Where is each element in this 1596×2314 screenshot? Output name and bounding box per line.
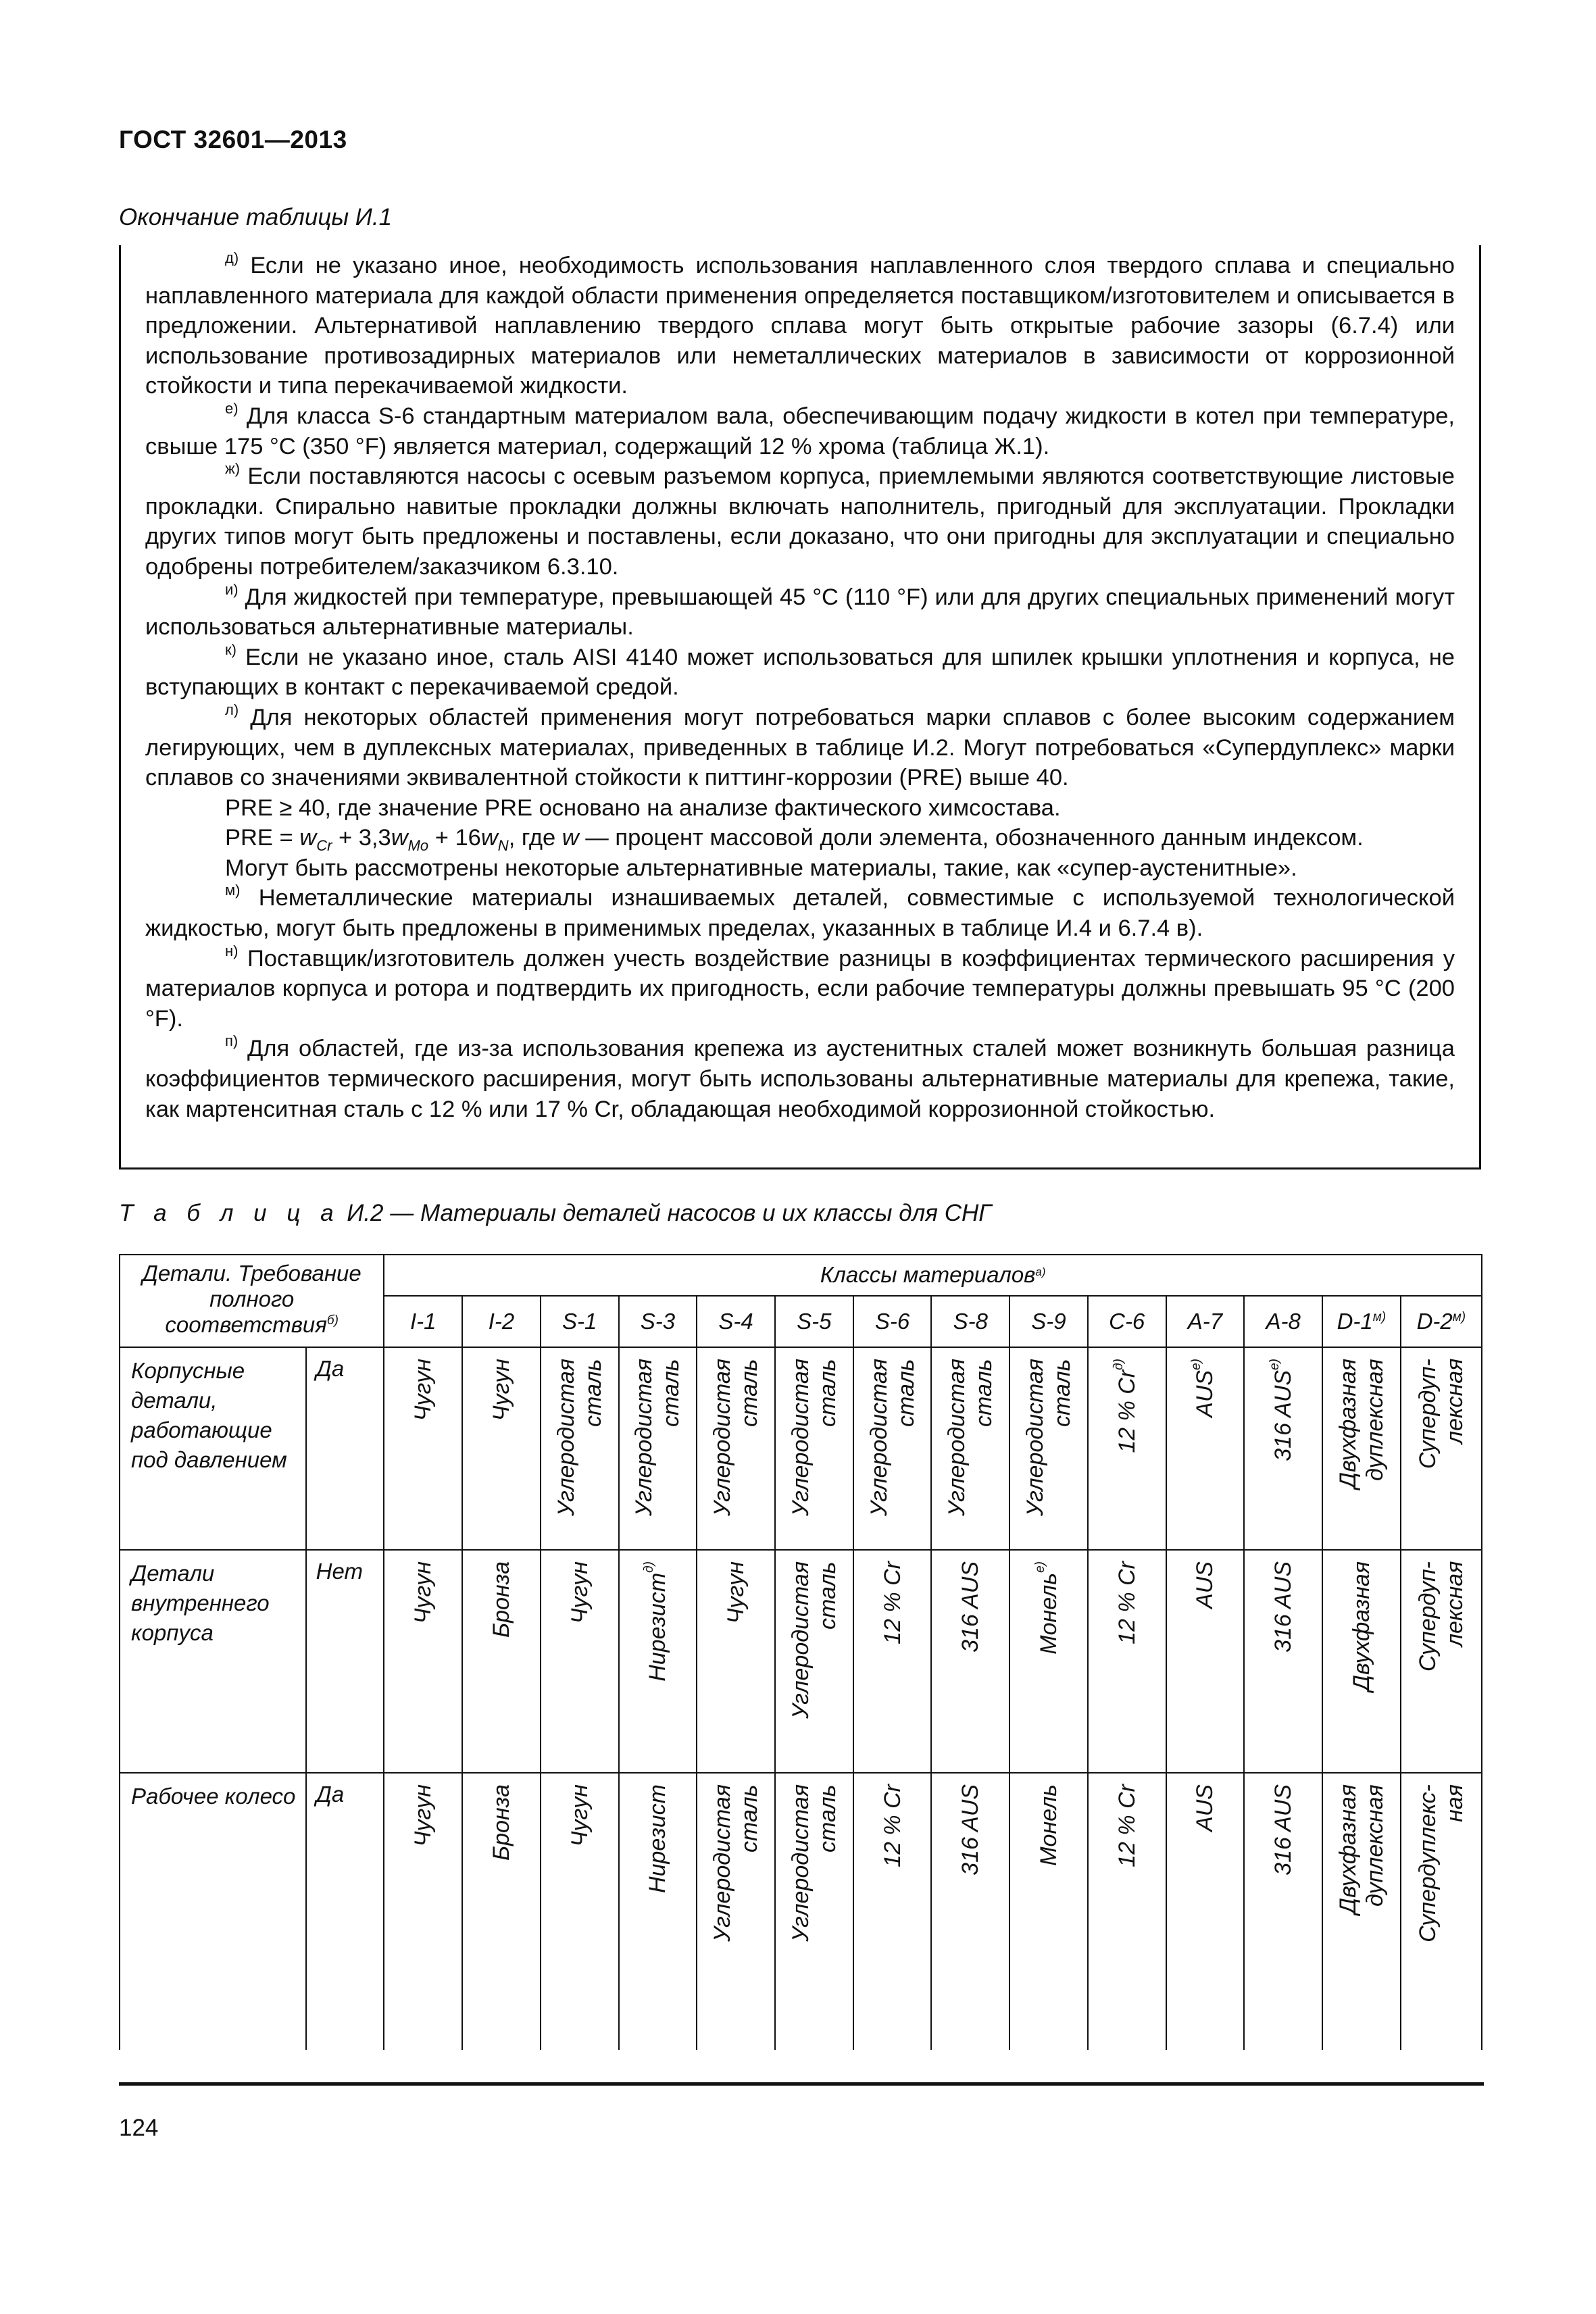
material-cell-wrap <box>1167 1774 1244 1832</box>
material-cell-wrap <box>697 1774 774 1942</box>
material-cell-wrap <box>776 1774 853 1942</box>
material-cell-wrap <box>854 1348 931 1516</box>
class-header-cell <box>697 1296 775 1347</box>
material-cell <box>384 1347 462 1551</box>
formula-var: w <box>299 825 317 851</box>
material-cell <box>1166 1773 1245 2050</box>
material-cell <box>384 1773 462 2050</box>
class-header-cell <box>384 1296 462 1347</box>
class-header-cell <box>462 1296 541 1347</box>
part-name-cell: Рабочее колесо <box>120 1773 306 2050</box>
material-name: Чугун <box>488 1358 514 1421</box>
material-cell <box>931 1550 1009 1773</box>
material-name: 12 % Cr <box>1114 1561 1140 1644</box>
material-name: Чугун <box>410 1784 437 1847</box>
formula-var: w <box>391 825 408 851</box>
material-cell-wrap <box>384 1348 462 1421</box>
material-cell-wrap <box>1245 1348 1322 1461</box>
material-name: Углеродистая сталь <box>709 1358 763 1516</box>
footnote-mark: е) <box>225 399 239 417</box>
material-name: 316 AUS <box>1270 1369 1297 1461</box>
material-name: Углеродистая сталь <box>866 1358 919 1516</box>
material-cell <box>619 1550 697 1773</box>
material-text <box>787 1784 841 1942</box>
material-name: Углеродистая сталь <box>787 1358 841 1516</box>
material-text <box>1191 1359 1218 1417</box>
material-name: 316 AUS <box>1270 1784 1297 1876</box>
class-label: S-4 <box>718 1308 753 1334</box>
footnote-text: Для областей, где из-за использования крепежа из аустенитных сталей может возникнуть большая разница коэффициентов термического расширения, могут быть использованы альтернативные материалы для крепежа, такие, как мартенситная сталь с 12 % или 17 % Cr, обладающая необходимой коррозионной стойкостью. <box>145 1036 1455 1122</box>
footnote-continuation <box>145 793 1455 824</box>
material-cell <box>697 1347 775 1551</box>
footnote-text: Если не указано иное, необходимость использования наплавленного слоя твердого сплава и специально наплавленного материала для каждой области применения определяется поставщиком/изготовителем и описывается в предложении. Альтернативой наплавлению твердого сплава могут быть открытые рабочие зазоры (6.7.4) или использование противозадирных материалов или неметаллических материалов в зависимости от коррозионной стойкости и типа перекачиваемой жидкости. <box>145 253 1455 399</box>
footnote-text: Могут быть рассмотрены некоторые альтернативные материалы, такие, как «супер-аустенитные». <box>225 855 1297 881</box>
table-row <box>120 1773 1482 2050</box>
pre-formula <box>145 823 1455 853</box>
material-cell-wrap <box>776 1348 853 1516</box>
material-cell-wrap <box>932 1551 1009 1653</box>
class-header-cell <box>1009 1296 1088 1347</box>
material-text <box>1114 1561 1141 1644</box>
material-cell-wrap <box>1010 1774 1087 1866</box>
class-header-cell <box>1401 1296 1482 1347</box>
class-label: S-5 <box>797 1308 832 1334</box>
formula-var: w <box>480 825 498 851</box>
footnote-text: Для класса S-6 стандартным материалом вала, обеспечивающим подачу жидкости в котел при температуре, свыше 175 °С (350 °F) является материал, содержащий 12 % хрома (таблица Ж.1). <box>145 403 1455 459</box>
material-cell <box>462 1773 541 2050</box>
material-cell <box>697 1550 775 1773</box>
header-parts-requirement <box>120 1255 384 1347</box>
material-name: 12 % Cr <box>1114 1784 1140 1867</box>
material-cell-wrap <box>541 1551 618 1624</box>
footnote <box>145 251 1455 401</box>
material-text <box>488 1359 515 1421</box>
material-name: Углеродистая сталь <box>1022 1358 1075 1516</box>
material-cell-wrap <box>1167 1551 1244 1609</box>
formula-part: — процент массовой доли элемента, обозначенного данным индексом. <box>578 825 1364 851</box>
formula-var: w <box>562 825 579 851</box>
material-text <box>957 1784 984 1876</box>
material-name: Нирезист <box>645 1784 671 1894</box>
material-cell <box>541 1773 619 2050</box>
class-header-cell <box>931 1296 1009 1347</box>
material-cell <box>1401 1347 1482 1551</box>
material-text <box>1335 1359 1389 1488</box>
material-cell-wrap <box>697 1348 774 1516</box>
footnote-mark: д) <box>225 249 239 266</box>
material-cell <box>1244 1347 1322 1551</box>
class-label: I-1 <box>409 1308 437 1334</box>
material-name: AUS <box>1192 1784 1218 1832</box>
material-name: Двухфазная дуплексная <box>1335 1358 1388 1488</box>
material-text <box>630 1359 684 1516</box>
material-cell <box>1009 1347 1088 1551</box>
material-cell <box>619 1347 697 1551</box>
material-name: Бронза <box>488 1561 514 1638</box>
class-header-cell <box>1244 1296 1322 1347</box>
material-cell-wrap <box>932 1348 1009 1516</box>
material-text <box>722 1561 749 1624</box>
class-header-cell <box>1322 1296 1401 1347</box>
material-name: Углеродистая сталь <box>944 1358 997 1516</box>
material-name: Чугун <box>566 1784 593 1847</box>
footnote-mark: л) <box>225 701 239 718</box>
class-label: D-1 <box>1337 1308 1373 1334</box>
formula-part: + 16 <box>428 825 481 851</box>
material-cell <box>853 1550 932 1773</box>
material-cell <box>1244 1773 1322 2050</box>
footnote <box>145 1034 1455 1124</box>
footnote-ref: д) <box>1111 1358 1126 1370</box>
material-cell <box>1088 1550 1166 1773</box>
material-cell <box>1009 1550 1088 1773</box>
material-text <box>943 1359 997 1516</box>
material-cell-wrap <box>541 1774 618 1846</box>
class-header-cell <box>541 1296 619 1347</box>
class-label: S-1 <box>562 1308 597 1334</box>
footnote-ref: е) <box>1189 1358 1204 1370</box>
table-continuation-label: Окончание таблицы И.1 <box>119 204 393 230</box>
material-cell-wrap <box>384 1774 462 1846</box>
material-cell-wrap <box>932 1774 1009 1876</box>
formula-index: Mo <box>407 837 429 855</box>
material-name: 316 AUS <box>1270 1561 1297 1653</box>
material-name: 316 AUS <box>957 1784 984 1876</box>
material-text <box>553 1359 607 1516</box>
material-cell <box>462 1550 541 1773</box>
footnote <box>145 461 1455 582</box>
material-text <box>1270 1359 1297 1461</box>
material-cell-wrap <box>1401 1774 1481 1942</box>
footnote-mark: ж) <box>225 460 241 478</box>
material-cell-wrap <box>1323 1774 1400 1914</box>
material-cell-wrap <box>854 1551 931 1644</box>
class-label: S-6 <box>874 1308 910 1334</box>
footnote-text: Для жидкостей при температуре, превышающей 45 °С (110 °F) или для других специальных применений могут использоваться альтернативные материалы. <box>145 584 1455 640</box>
material-name: Нирезист <box>645 1572 671 1682</box>
material-name: Двухфазная дуплексная <box>1335 1784 1388 1915</box>
material-cell-wrap <box>1401 1348 1481 1469</box>
class-label: A-7 <box>1187 1308 1223 1334</box>
footnote-text: Если поставляются насосы с осевым разъемом корпуса, приемлемыми являются соответствующие листовые прокладки. Спирально навитые прокладки должны включать наполнитель, пригодный для эксплуатации. Прокладки других типов могут быть предложены и поставлены, если доказано, что они пригодны для эксплуатации и специально одобрены потребителем/заказчиком 6.3.10. <box>145 463 1455 580</box>
pre-condition-text: PRE ≥ 40, где значение PRE основано на анализе фактического химсостава. <box>225 795 1061 821</box>
formula-index: N <box>497 837 509 855</box>
material-text <box>709 1784 763 1942</box>
material-cell-wrap <box>1089 1551 1166 1644</box>
part-name-cell: Детали внутреннего корпуса <box>120 1550 306 1773</box>
material-name: Супердуп- лексная <box>1414 1561 1468 1672</box>
class-header-cell <box>775 1296 853 1347</box>
footnote-mark: к) <box>225 640 236 658</box>
material-name: 12 % Cr <box>1114 1369 1140 1453</box>
material-cell <box>931 1773 1009 2050</box>
material-cell <box>1009 1773 1088 2050</box>
footnote-mark: и) <box>225 580 239 598</box>
material-name: Супердуплекс- ная <box>1414 1784 1468 1943</box>
material-text <box>1414 1359 1468 1469</box>
table-row <box>120 1347 1482 1551</box>
footnote-mark: н) <box>225 942 239 959</box>
material-text <box>1191 1561 1218 1609</box>
material-text <box>879 1784 906 1867</box>
material-cell-wrap <box>620 1551 697 1682</box>
material-cell <box>853 1347 932 1551</box>
material-name: 316 AUS <box>957 1561 984 1653</box>
material-text <box>1032 1561 1062 1655</box>
footnote-continuation <box>145 853 1455 884</box>
header-material-classes <box>384 1255 1482 1296</box>
material-name: Чугун <box>723 1561 749 1624</box>
material-cell <box>775 1550 853 1773</box>
classes-label: Классы материалов <box>820 1262 1036 1288</box>
material-text <box>488 1784 515 1861</box>
material-cell-wrap <box>1089 1774 1166 1867</box>
class-header-cell <box>1166 1296 1245 1347</box>
material-text <box>1022 1359 1076 1516</box>
class-header-cell <box>619 1296 697 1347</box>
material-text <box>866 1359 920 1516</box>
material-cell-wrap <box>1323 1551 1400 1691</box>
material-cell <box>1401 1550 1482 1773</box>
material-cell-wrap <box>463 1774 540 1861</box>
material-cell <box>775 1773 853 2050</box>
material-cell-wrap <box>1401 1551 1481 1671</box>
footnote-ref: е) <box>1032 1561 1047 1574</box>
footnote <box>145 883 1455 943</box>
material-cell <box>541 1550 619 1773</box>
material-cell-wrap <box>1323 1348 1400 1488</box>
requirement-cell: Да <box>306 1347 384 1551</box>
material-text <box>409 1561 437 1624</box>
material-text <box>787 1359 841 1516</box>
materials-table <box>119 1254 1482 2050</box>
footnote <box>145 401 1455 461</box>
material-cell-wrap <box>1245 1774 1322 1876</box>
material-text <box>787 1561 841 1719</box>
class-label: C-6 <box>1109 1308 1145 1334</box>
material-name: 12 % Cr <box>879 1784 905 1867</box>
material-text <box>1270 1784 1297 1876</box>
material-text <box>1191 1784 1218 1832</box>
material-cell <box>1322 1347 1401 1551</box>
class-label: A-8 <box>1266 1308 1301 1334</box>
material-name: Чугун <box>410 1561 437 1624</box>
formula-part: + 3,3 <box>332 825 391 851</box>
material-name: 12 % Cr <box>879 1561 905 1644</box>
material-name: Углеродистая сталь <box>553 1358 606 1516</box>
class-label: I-2 <box>488 1308 515 1334</box>
material-cell <box>931 1347 1009 1551</box>
material-cell <box>462 1347 541 1551</box>
class-label: D-2 <box>1416 1308 1453 1334</box>
material-cell <box>1322 1550 1401 1773</box>
material-name: Супердуп- лексная <box>1414 1358 1468 1469</box>
material-text <box>566 1784 593 1846</box>
material-text <box>1414 1561 1468 1671</box>
material-text <box>879 1561 906 1644</box>
material-cell <box>775 1347 853 1551</box>
material-text <box>1335 1784 1389 1914</box>
material-cell <box>1088 1773 1166 2050</box>
material-cell <box>541 1347 619 1551</box>
footnote-mark: п) <box>225 1032 239 1050</box>
table-footnotes-box <box>119 245 1481 1169</box>
material-name: AUS <box>1192 1561 1218 1609</box>
standard-designation: ГОСТ 32601—2013 <box>119 126 347 153</box>
material-text <box>566 1561 593 1624</box>
footnote-ref: е) <box>1268 1358 1282 1370</box>
material-text <box>644 1561 671 1682</box>
class-header-cell <box>853 1296 932 1347</box>
material-name: Углеродистая сталь <box>787 1561 841 1719</box>
material-cell <box>1244 1550 1322 1773</box>
footnote-text: Неметаллические материалы изнашиваемых деталей, совместимые с используемой технологической жидкостью, могут быть предложены в применимых пределах, указанных в таблице И.4 и 6.7.4 в). <box>145 885 1455 942</box>
material-name: Монель <box>1035 1573 1062 1655</box>
material-text <box>1035 1784 1062 1866</box>
material-text <box>1270 1561 1297 1653</box>
page-number: 124 <box>119 2115 159 2141</box>
material-text <box>409 1784 437 1846</box>
class-label: S-8 <box>953 1308 988 1334</box>
material-text <box>644 1784 671 1893</box>
material-text <box>957 1561 984 1653</box>
material-name: Чугун <box>566 1561 593 1624</box>
material-cell-wrap <box>463 1348 540 1421</box>
material-text <box>1414 1784 1468 1942</box>
material-cell <box>384 1550 462 1773</box>
footnote-ref: а) <box>1035 1265 1046 1279</box>
material-name: Монель <box>1035 1784 1062 1866</box>
footnote <box>145 703 1455 793</box>
footnote-mark: м) <box>225 882 241 899</box>
footnote <box>145 582 1455 643</box>
requirement-cell: Да <box>306 1773 384 2050</box>
material-cell <box>1166 1550 1245 1773</box>
material-name: Бронза <box>488 1784 514 1861</box>
formula-part: , где <box>508 825 562 851</box>
footnote-ref: б) <box>326 1313 339 1328</box>
class-label: S-3 <box>640 1308 676 1334</box>
page-bottom-rule <box>119 2082 1484 2086</box>
footnote-text: Если не указано иное, сталь AISI 4140 может использоваться для шпилек крышки уплотнения и корпуса, не вступающих в контакт с перекачиваемой средой. <box>145 644 1455 701</box>
material-cell <box>1166 1347 1245 1551</box>
material-name: Углеродистая сталь <box>631 1358 684 1516</box>
class-label: S-9 <box>1031 1308 1066 1334</box>
material-name: Углеродистая сталь <box>709 1784 763 1942</box>
material-cell-wrap <box>1089 1348 1166 1453</box>
material-cell-wrap <box>620 1348 697 1516</box>
material-text <box>709 1359 763 1516</box>
footnote <box>145 944 1455 1034</box>
material-cell-wrap <box>1245 1551 1322 1653</box>
footnote-text: Поставщик/изготовитель должен учесть воздействие разницы в коэффициентах термического расширения у материалов корпуса и ротора и подтвердить их пригодность, если рабочие температуры должны превышать 95 °С (200 °F). <box>145 945 1455 1032</box>
table-word: Т а б л и ц а <box>119 1200 341 1226</box>
material-cell <box>853 1773 932 2050</box>
table-caption: И.2 — Материалы деталей насосов и их классы для СНГ <box>340 1200 992 1226</box>
material-cell-wrap <box>854 1774 931 1867</box>
footnote-ref: м) <box>1372 1309 1387 1324</box>
material-text <box>1111 1358 1141 1453</box>
material-text <box>1348 1561 1375 1691</box>
material-cell-wrap <box>1010 1551 1087 1655</box>
material-cell-wrap <box>1167 1348 1244 1417</box>
formula-part: PRE = <box>225 825 300 851</box>
footnote-text: Для некоторых областей применения могут потребоваться марки сплавов с более высоким содержанием легирующих, чем в дуплексных материалах, приведенных в таблице И.2. Могут потребоваться «Супердуплекс» марки сплавов со значениями эквивалентной стойкости к питтинг-коррозии (PRE) выше 40. <box>145 704 1455 791</box>
material-cell-wrap <box>541 1348 618 1516</box>
footnote-ref: м) <box>1452 1309 1466 1324</box>
formula-index: Cr <box>316 837 332 855</box>
material-name: AUS <box>1192 1369 1218 1417</box>
material-cell <box>619 1773 697 2050</box>
material-text <box>409 1359 437 1421</box>
footnote <box>145 640 1455 703</box>
table-title <box>119 1200 991 1227</box>
table-row <box>120 1550 1482 1773</box>
material-cell <box>1088 1347 1166 1551</box>
material-cell-wrap <box>620 1774 697 1893</box>
material-cell <box>697 1773 775 2050</box>
material-cell-wrap <box>1010 1348 1087 1516</box>
material-cell-wrap <box>697 1551 774 1624</box>
material-cell <box>1401 1773 1482 2050</box>
material-cell-wrap <box>463 1551 540 1638</box>
material-name: Двухфазная <box>1348 1561 1374 1692</box>
material-cell-wrap <box>776 1551 853 1719</box>
material-cell-wrap <box>384 1551 462 1624</box>
requirement-cell: Нет <box>306 1550 384 1773</box>
class-header-cell <box>1088 1296 1166 1347</box>
material-text <box>488 1561 515 1638</box>
footnote-ref: д) <box>642 1561 657 1573</box>
material-name: Углеродистая сталь <box>787 1784 841 1942</box>
part-name-cell: Корпусные детали, работающие под давлением <box>120 1347 306 1551</box>
material-name: Чугун <box>410 1358 437 1421</box>
material-cell <box>1322 1773 1401 2050</box>
material-text <box>1114 1784 1141 1867</box>
header-parts-label: Детали. Требование полного соответствия <box>142 1261 361 1337</box>
